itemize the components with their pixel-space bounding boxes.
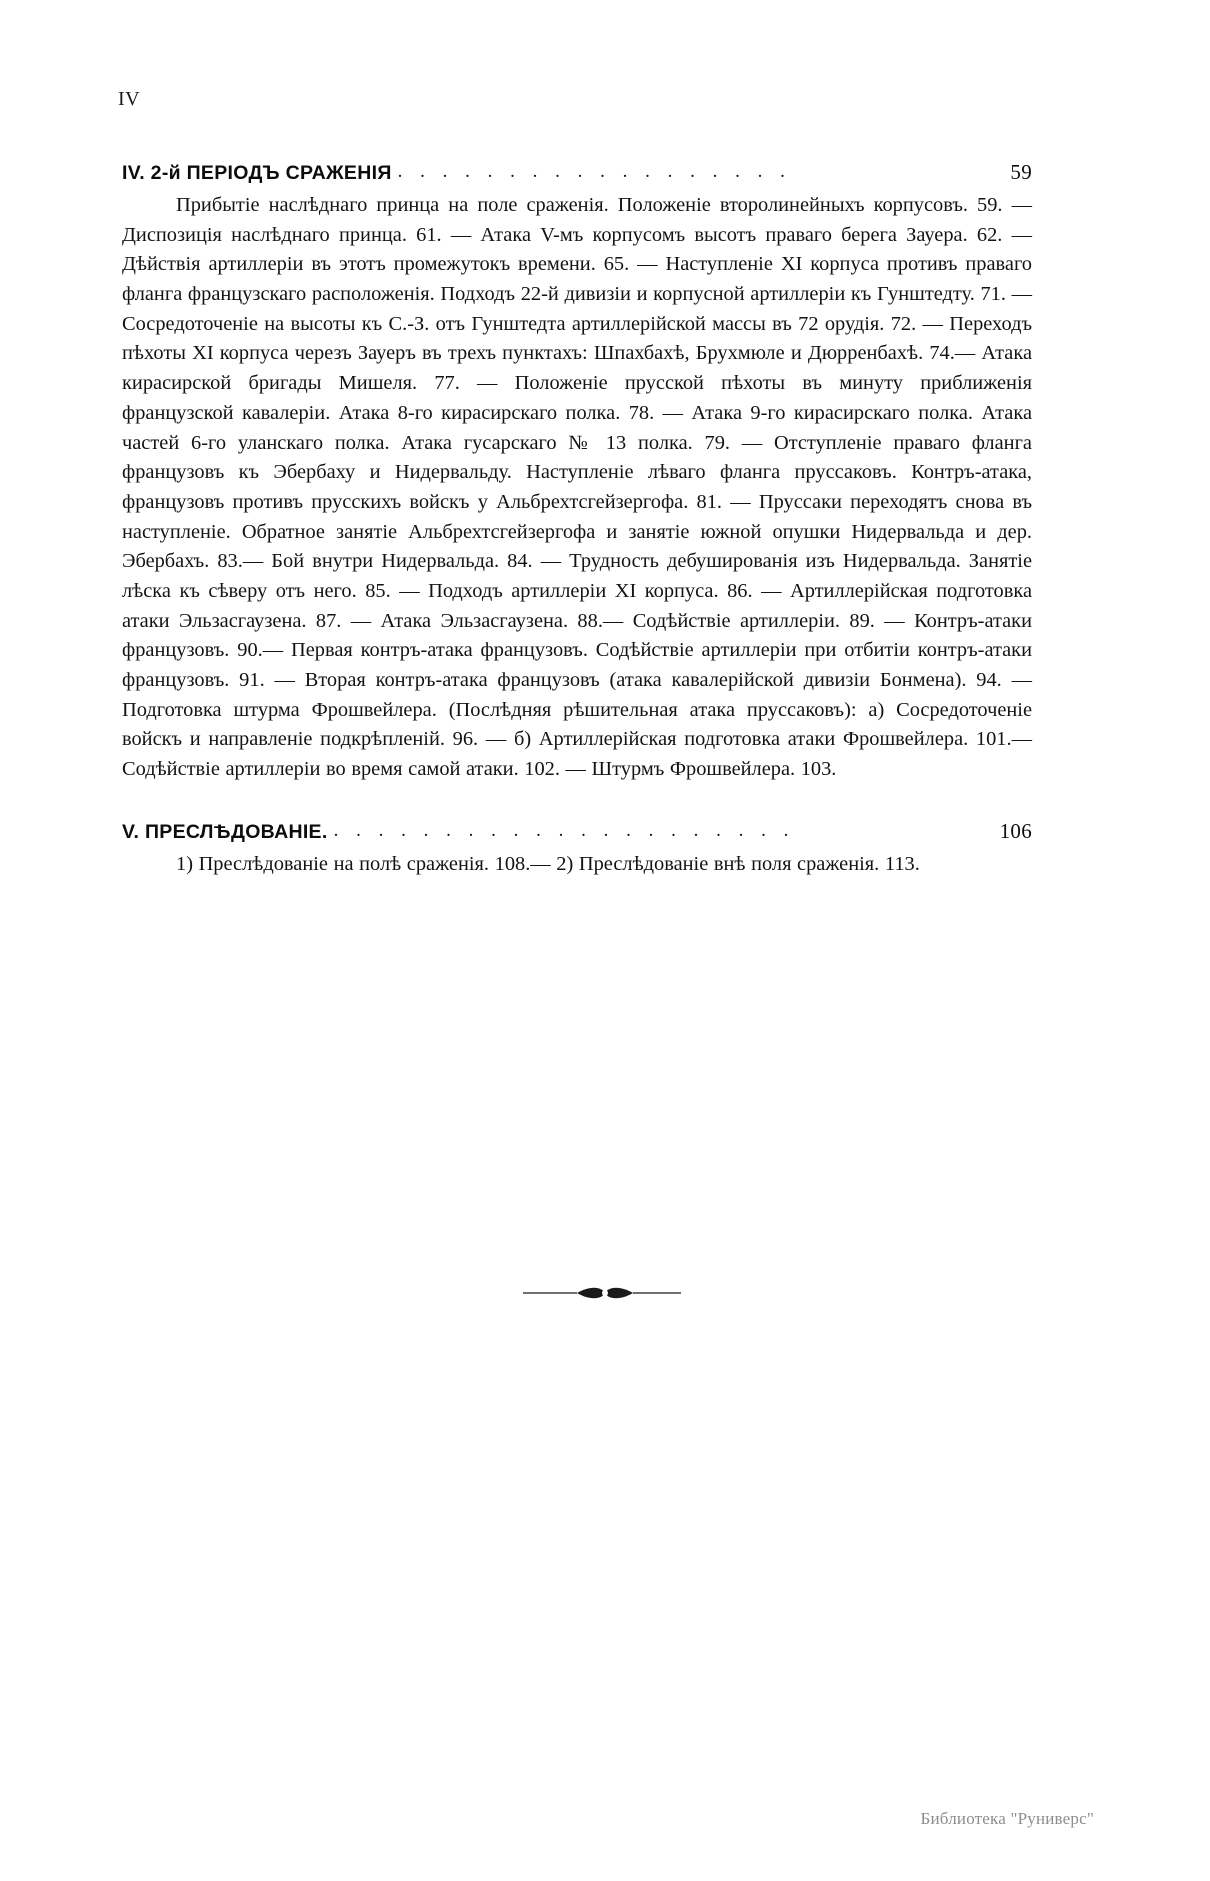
toc-leader-dots: . . . . . . . . . . . . . . . . . . . . .	[333, 819, 795, 841]
toc-leader-dots: . . . . . . . . . . . . . . . . . .	[397, 161, 792, 182]
section-spacer	[122, 789, 1032, 819]
library-watermark: Библиотека "Руниверс"	[920, 1809, 1094, 1828]
toc-entry-body: Прибытіе наслѣднаго принца на поле сраженія. Положеніе второлинейныхъ корпусовъ. 59. — Диспозиція наслѣднаго принца. 61. — Атака V-мъ корпусомъ высотъ праваго берега Зауера. 62. — Дѣйствія артиллеріи въ этотъ промежутокъ времени. 65. — Наступленіе XI корпуса противъ праваго фланга французскаго расположенія. Подходъ 22-й дивизіи и корпусной артиллеріи къ Гунштедту. 71. — Сосредоточеніе на высоты къ С.-З. отъ Гунштедта артиллерійской массы въ 72 орудія. 72. — Переходъ пѣхоты XI корпуса черезъ Зауеръ въ трехъ пунктахъ: Шпахбахѣ, Брухмюле и Дюрренбахѣ. 74.— Атака кирасирской бригады Мишеля. 77. — Положеніе прусской пѣхоты въ минуту приближенія французской кавалеріи. Атака 8-го кирасирскаго полка. 78. — Атака 9-го кирасирскаго полка. Атака частей 6-го уланскаго полка. Атака гусарскаго № 13 полка. 79. — Отступленіе праваго фланга французовъ къ Эбербаху и Нидервальду. Наступленіе лѣваго фланга пруссаковъ. Контръ-атака, французовъ противъ прусскихъ войскъ у Альбрехтсгейзергофа. 81. — Пруссаки переходятъ снова въ наступленіе. Обратное занятіе Альбрехтсгейзергофа и занятіе южной опушки Нидервальда и дер. Эбербахъ. 83.— Бой внутри Нидервальда. 84. — Трудность дебушированія изъ Нидервальда. Занятіе лѣска къ сѣверу отъ него. 85. — Подходъ артиллеріи XI корпуса. 86. — Артиллерійская подготовка атаки Эльзасгаузена. 87. — Атака Эльзасгаузена. 88.— Содѣйствіе артиллеріи. 89. — Контръ-атаки французовъ. 90.— Первая контръ-атака французовъ. Содѣйствіе артиллеріи при отбитіи контръ-атаки французовъ. 91. — Вторая контръ-атака французовъ (атака кавалерійской дивизіи Бонмена). 94. — Подготовка штурма Фрошвейлера. (Послѣдняя рѣшительная атака пруссаковъ): а) Сосредоточеніе войскъ и направленіе подкрѣпленій. 96. — б) Артиллерійская подготовка атаки Фрошвейлера. 101.—Содѣйствіе артиллеріи во время самой атаки. 102. — Штурмъ Фрошвейлера. 103.	[122, 194, 1032, 781]
ornament-divider	[0, 1285, 1210, 1301]
toc-page-number: 106	[999, 818, 1032, 843]
toc-entry-title: V. ПРЕСЛѢДОВАНІЕ.	[122, 820, 328, 843]
folio-number: IV	[118, 88, 141, 110]
toc-entry	[122, 819, 1032, 880]
toc-page-number: 59	[1010, 160, 1032, 184]
ornament-icon	[505, 1285, 705, 1301]
toc-entry-body: 1) Преслѣдованіе на полѣ сраженія. 108.— 2) Преслѣдованіе внѣ поля сраженія. 113.	[176, 852, 920, 875]
toc-entry-header[interactable]	[122, 160, 1032, 185]
toc-entry-title: IV. 2-й ПЕРІОДЪ СРАЖЕНІЯ	[122, 162, 392, 184]
toc-entry	[122, 160, 1032, 785]
toc-entry-header[interactable]	[122, 819, 1032, 844]
table-of-contents	[122, 160, 1032, 883]
